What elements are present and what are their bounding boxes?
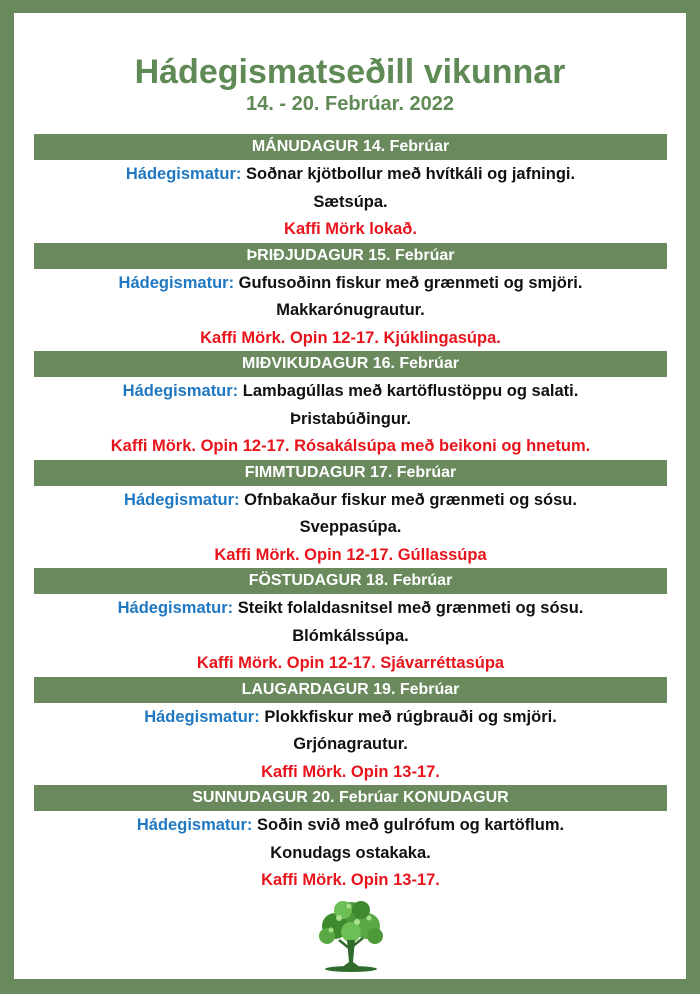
lunch-dish: Plokkfiskur með rúgbrauði og smjöri. — [259, 707, 557, 726]
day-sunday — [34, 785, 667, 894]
menu-page — [14, 13, 686, 979]
lunch-label: Hádegismatur: — [136, 816, 253, 834]
lunch-dish: Steikt folaldasnitsel með grænmeti og sósu. — [233, 599, 584, 617]
soup-line: Grjónagrautur. — [293, 735, 408, 753]
lunch-dish: Ofnbakaður fiskur með grænmeti og sósu. — [239, 490, 577, 509]
page-title: Hádegismatseðill vikunnar — [134, 53, 566, 91]
lunch-dish: Lambagúllas með kartöflustöppu og salati. — [238, 382, 579, 400]
lunch-dish: Soðin svið með gulrófum og kartöflum. — [252, 816, 565, 834]
tree-icon — [311, 896, 391, 976]
date-range: 14. - 20. Febrúar. 2022 — [246, 93, 454, 115]
soup-line: Konudags ostakaka. — [270, 843, 431, 862]
day-heading: LAUGARDAGUR 19. Febrúar — [34, 677, 667, 703]
lunch-label: Hádegismatur: — [124, 490, 240, 509]
day-heading: MIÐVIKUDAGUR 16. Febrúar — [34, 351, 667, 377]
cafe-line: Kaffi Mörk. Opin 12-17. Kjúklingasúpa. — [200, 328, 501, 347]
soup-line: Sætsúpa. — [313, 192, 388, 211]
cafe-line: Kaffi Mörk. Opin 12-17. Gúllassúpa — [214, 545, 487, 564]
cafe-line: Kaffi Mörk. Opin 13-17. — [261, 871, 440, 889]
lunch-label: Hádegismatur: — [122, 382, 239, 400]
lunch-line — [34, 161, 667, 189]
cafe-line: Kaffi Mörk. Opin 12-17. Sjávarréttasúpa — [196, 654, 505, 672]
lunch-label: Hádegismatur: — [117, 599, 234, 617]
lunch-line — [34, 812, 667, 840]
lunch-line — [34, 487, 667, 515]
day-heading: SUNNUDAGUR 20. Febrúar KONUDAGUR — [34, 785, 667, 811]
lunch-label: Hádegismatur: — [144, 707, 260, 726]
soup-line: Sveppasúpa. — [299, 518, 402, 536]
soup-line: Þristabúðingur. — [289, 409, 411, 428]
day-friday — [34, 568, 667, 677]
day-wednesday — [34, 351, 667, 460]
lunch-line — [34, 704, 667, 732]
lunch-label: Hádegismatur: — [118, 273, 235, 292]
day-tuesday — [34, 243, 667, 352]
day-monday — [34, 134, 667, 243]
lunch-line — [34, 270, 667, 298]
soup-line: Blómkálssúpa. — [292, 626, 409, 645]
day-saturday — [34, 677, 667, 786]
soup-line: Makkarónugrautur. — [276, 301, 425, 319]
day-heading: ÞRIÐJUDAGUR 15. Febrúar — [34, 243, 667, 269]
lunch-label: Hádegismatur: — [125, 165, 242, 183]
day-thursday — [34, 460, 667, 569]
lunch-line — [34, 595, 667, 623]
cafe-line: Kaffi Mörk. Opin 13-17. — [261, 762, 440, 781]
day-heading: FIMMTUDAGUR 17. Febrúar — [34, 460, 667, 486]
day-heading: MÁNUDAGUR 14. Febrúar — [34, 134, 667, 160]
day-list — [34, 134, 667, 894]
cafe-line: Kaffi Mörk lokað. — [284, 220, 417, 238]
lunch-line — [34, 378, 667, 406]
cafe-line: Kaffi Mörk. Opin 12-17. Rósakálsúpa með beikoni og hnetum. — [110, 437, 591, 455]
lunch-dish: Soðnar kjötbollur með hvítkáli og jafningi. — [241, 165, 576, 183]
lunch-dish: Gufusoðinn fiskur með grænmeti og smjöri. — [234, 273, 583, 292]
day-heading: FÖSTUDAGUR 18. Febrúar — [34, 568, 667, 594]
